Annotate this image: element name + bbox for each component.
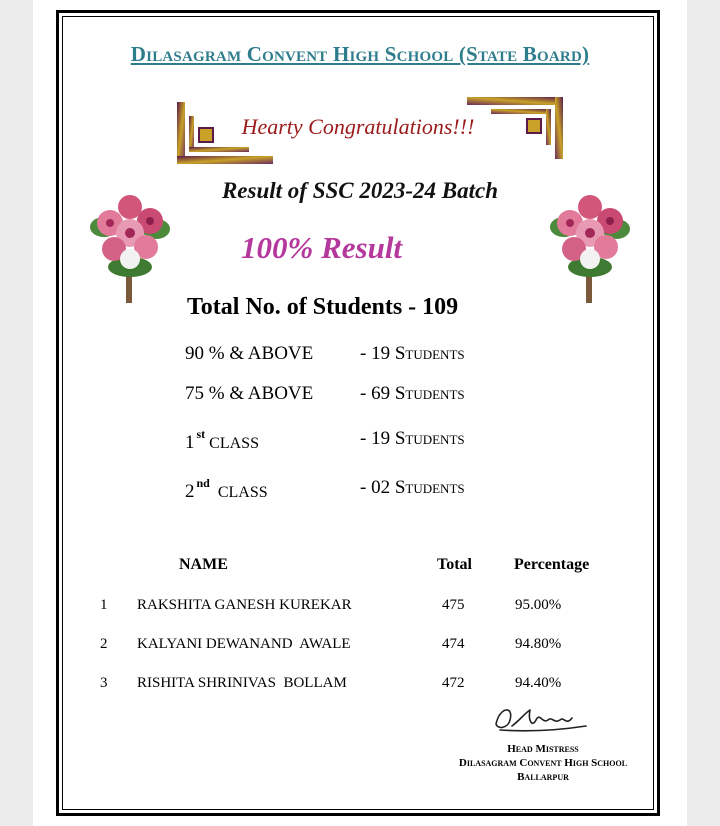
row-percentage: 94.40% (515, 675, 562, 691)
congratulations-banner: Hearty Congratulations!!! (241, 114, 475, 139)
row-percentage: 94.80% (515, 636, 562, 652)
stat-value-text: - 19 Students (360, 343, 465, 364)
flower-bouquet-icon (544, 187, 636, 305)
row-rank: 2 (100, 636, 108, 652)
row-name: RISHITA SHRINIVAS BOLLAM (137, 675, 347, 691)
row-name: RAKSHITA GANESH KUREKAR (137, 597, 352, 613)
stat-value-90 (360, 343, 465, 365)
result-percentage: 100% Result (241, 230, 403, 265)
table-header-total: Total (437, 556, 472, 573)
row-percentage: 95.00% (515, 597, 562, 613)
row-total: 474 (442, 636, 465, 652)
stat-value-text: - 19 Students (360, 428, 465, 449)
signatory-place: Ballarpur (517, 771, 569, 783)
class-suffix: st (196, 427, 206, 441)
signature-icon (490, 700, 590, 736)
row-rank: 1 (100, 597, 108, 613)
row-rank: 3 (100, 675, 108, 691)
stat-label-75: 75 % & ABOVE (185, 383, 314, 404)
stat-value-text: - 69 Students (360, 383, 465, 404)
stat-value-first-class (360, 428, 465, 450)
result-heading: Result of SSC 2023-24 Batch (221, 178, 499, 203)
class-word: CLASS (217, 484, 268, 501)
table-header-percentage: Percentage (514, 556, 590, 573)
class-number: 2 (185, 481, 195, 502)
table-header-name: NAME (179, 556, 228, 573)
school-title: Dilasagram Convent High School (State Board) (130, 42, 590, 66)
class-suffix: nd (196, 476, 210, 490)
row-name: KALYANI DEWANAND AWALE (137, 636, 351, 652)
signatory-title: Head Mistress (507, 743, 579, 755)
stat-value-75 (360, 383, 465, 405)
total-students: Total No. of Students - 109 (187, 294, 459, 320)
stat-label-second-class (185, 476, 268, 503)
flower-bouquet-icon (84, 187, 176, 305)
signatory-block (413, 742, 673, 784)
signatory-school: Dilasagram Convent High School (458, 757, 628, 769)
row-total: 472 (442, 675, 465, 691)
document-page (33, 0, 687, 826)
class-number: 1 (185, 432, 195, 453)
row-total: 475 (442, 597, 465, 613)
stat-label-90: 90 % & ABOVE (185, 343, 314, 364)
stat-label-first-class (185, 427, 259, 454)
stat-value-text: - 02 Students (360, 477, 465, 498)
stat-value-second-class (360, 477, 465, 499)
class-word: CLASS (209, 435, 259, 452)
